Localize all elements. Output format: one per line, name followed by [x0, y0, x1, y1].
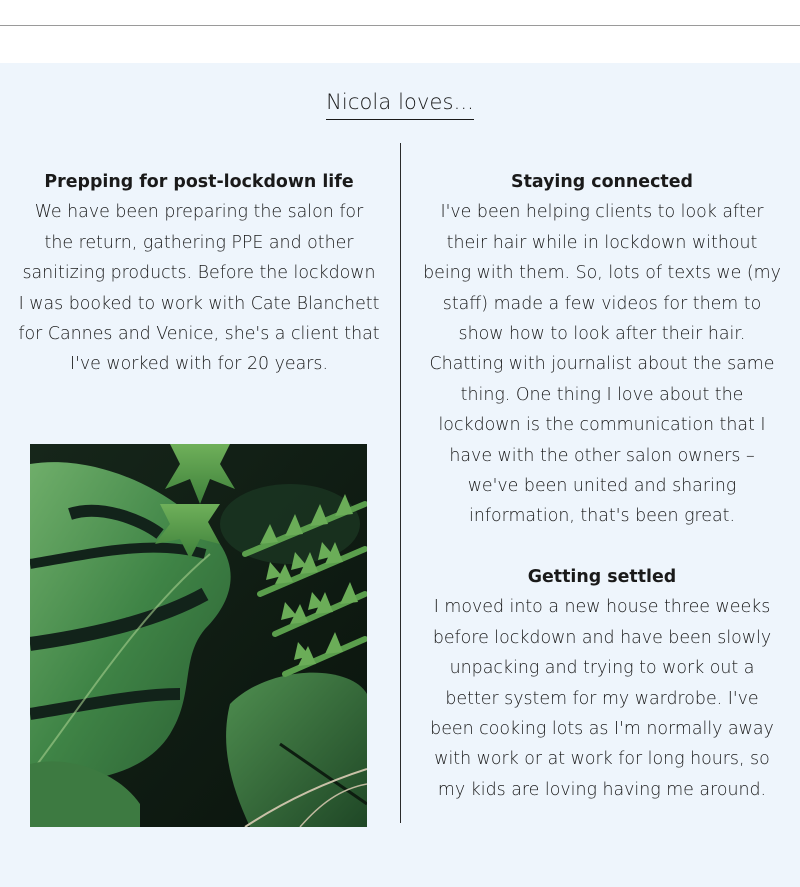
monstera-photo [30, 444, 367, 827]
right-section-1-body: I've been helping clients to look after their hair while in lockdown without being with them. So, lots of texts we (my staff) made a few videos for them to show how to look after their hair. Chatting with journalist about the same thing. One thing I love about the lockdown is the communication that I have with the other salon owners – we've been united and sharing information, that's been great. [423, 202, 781, 527]
section-heading [0, 88, 800, 120]
top-divider [0, 25, 800, 26]
left-section-body: We have been preparing the salon for the return, gathering PPE and other sanitizing products. Before the lockdown I was booked to work with Cate Blanchett for Cannes and Venice, she's a client that I've worked with for 20 years. [18, 202, 380, 375]
right-column [422, 167, 782, 805]
left-column [18, 167, 380, 380]
section-spacer [422, 532, 782, 562]
right-section-2-title: Getting settled [527, 566, 677, 587]
right-section-1-title: Staying connected [511, 172, 693, 192]
left-section-title: Prepping for post-lockdown life [44, 172, 354, 192]
plant-image-icon [30, 444, 367, 827]
heading-text: Nicola loves... [326, 88, 474, 120]
right-section-2-body: I moved into a new house three weeks before lockdown and have been slowly unpacking and trying to work out a better system for my wardrobe. I've been cooking lots as I'm normally away with work or at work for long hours, so my kids are loving having me around. [430, 597, 774, 800]
column-divider [400, 143, 401, 823]
